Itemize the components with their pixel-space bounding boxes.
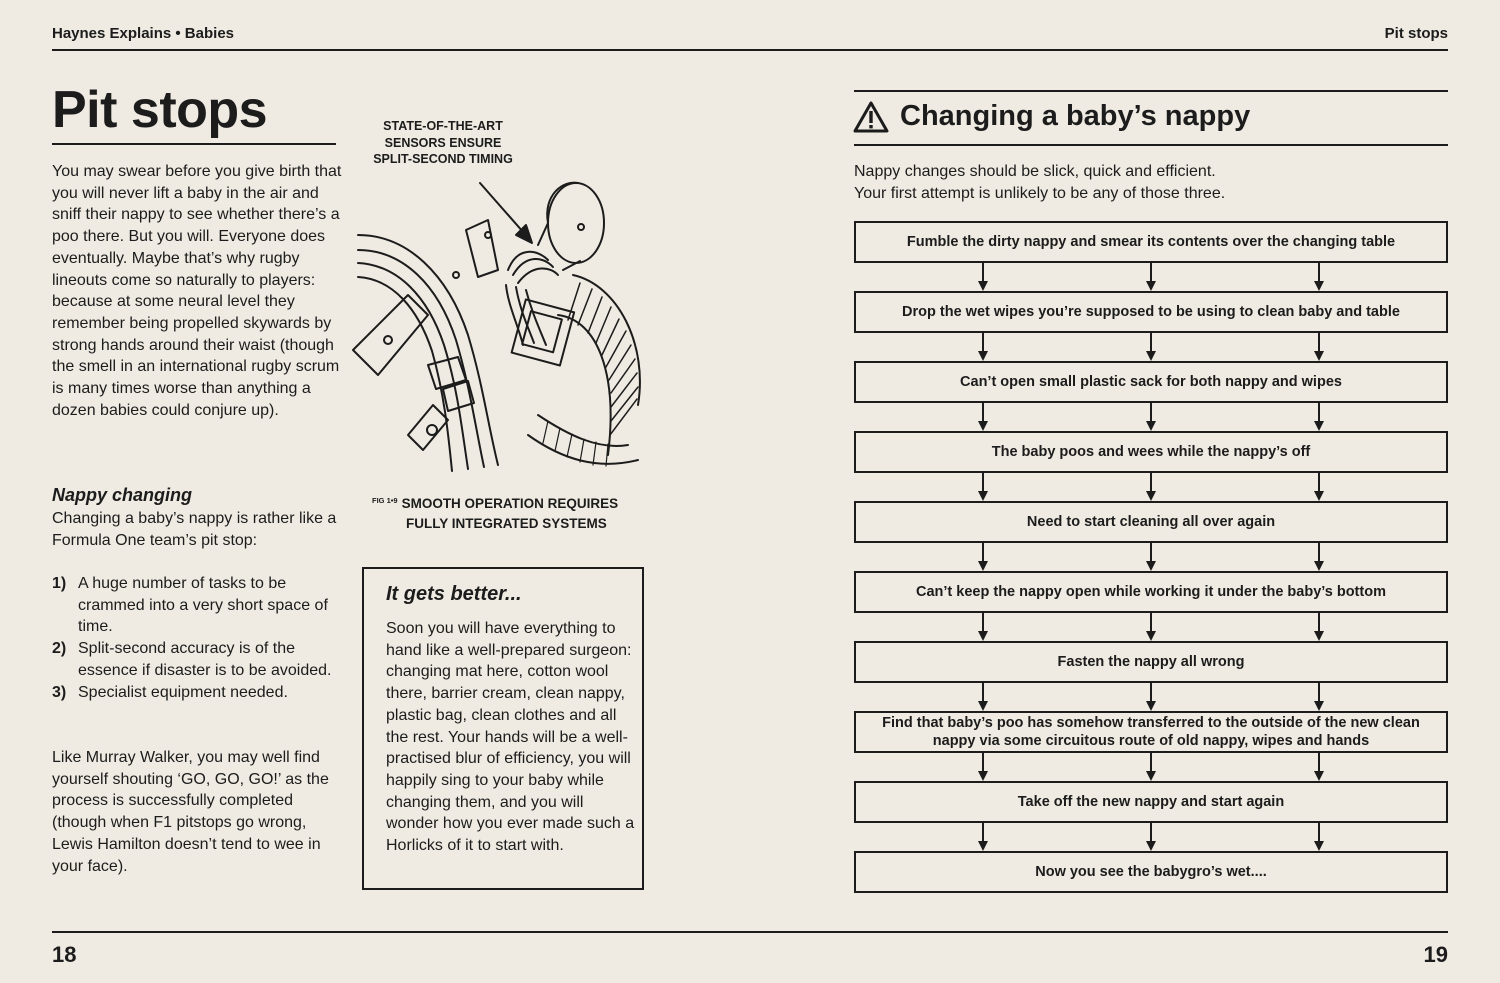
flow-step: Find that baby’s poo has somehow transferred to the outside of the new clean nappy via some circuitous route of old nappy, wipes and hands <box>854 711 1448 753</box>
flow-step: Fasten the nappy all wrong <box>854 641 1448 683</box>
box-title: It gets better... <box>386 583 522 605</box>
flow-arrowhead <box>978 561 988 571</box>
flow-step: Now you see the babygro’s wet.... <box>854 851 1448 893</box>
flow-arrowhead <box>1146 771 1156 781</box>
flow-arrowhead <box>1314 561 1324 571</box>
figure-callout: STATE-OF-THE-ART SENSORS ENSURE SPLIT-SECOND TIMING <box>373 119 513 166</box>
flow-arrowhead <box>1314 351 1324 361</box>
flow-step: Drop the wet wipes you’re supposed to be using to clean baby and table <box>854 291 1448 333</box>
flow-arrowhead <box>1314 701 1324 711</box>
flow-arrowhead <box>978 771 988 781</box>
flow-arrowhead <box>978 701 988 711</box>
list-text: Specialist equipment needed. <box>78 683 288 701</box>
flow-arrowhead <box>978 421 988 431</box>
flowchart-title: Changing a baby’s nappy <box>900 100 1251 132</box>
flow-arrowhead <box>1146 561 1156 571</box>
intro-paragraph: You may swear before you give birth that you will never lift a baby in the air and sniff their nappy to see whether there’s a poo there. But you will. Everyone does eventually. Maybe that’s why rugby lineouts come so naturally to players: because at some neural level they remember being propelled skywards by strong hands around their waist (though the smell in an international rugby scrum is many times worse than anything a dozen babies could conjure up). <box>52 163 342 419</box>
caption-line-1: SMOOTH OPERATION REQUIRES <box>401 496 619 511</box>
flow-arrowhead <box>1314 841 1324 851</box>
flow-arrowhead <box>1314 491 1324 501</box>
flow-arrowhead <box>1314 281 1324 291</box>
figure-number: FIG 1•9 <box>372 496 398 505</box>
flow-arrowhead <box>1146 701 1156 711</box>
nappy-changing-heading: Nappy changing <box>52 485 193 505</box>
flow-arrowhead <box>1146 281 1156 291</box>
nappy-changing-intro: Changing a baby’s nappy is rather like a Formula One team’s pit stop: <box>52 510 337 549</box>
flow-arrowhead <box>1314 421 1324 431</box>
list-number: 3) <box>52 683 67 701</box>
flowchart-intro-line-1: Nappy changes should be slick, quick and efficient. <box>854 163 1216 180</box>
flow-arrowhead <box>1314 631 1324 641</box>
caption-line-2: FULLY INTEGRATED SYSTEMS <box>406 515 607 531</box>
box-text: Soon you will have everything to hand like a well-prepared surgeon: changing mat here, cotton wool there, barrier cream, clean nappy, plastic bag, clean clothes and all the rest. Your hands will be a well-practised blur of efficiency, you will happily sing to your baby while changing them, and you will wonder how you ever made such a Horlicks of it to start with. <box>386 620 635 855</box>
flow-step: The baby poos and wees while the nappy’s off <box>854 431 1448 473</box>
flow-arrowhead <box>978 491 988 501</box>
outro-paragraph: Like Murray Walker, you may well find yourself shouting ‘GO, GO, GO!’ as the process is successfully completed (though when F1 pitstops go wrong, Lewis Hamilton doesn’t tend to wee in your face). <box>52 749 329 875</box>
running-header-left: Haynes Explains • Babies <box>52 25 234 42</box>
flow-arrowhead <box>1146 421 1156 431</box>
flowchart-intro-line-2: Your first attempt is unlikely to be any of those three. <box>854 184 1226 202</box>
flow-step: Fumble the dirty nappy and smear its contents over the changing table <box>854 221 1448 263</box>
page-number-left: 18 <box>52 942 77 967</box>
flow-arrowhead <box>1146 631 1156 641</box>
flow-step: Can’t keep the nappy open while working it under the baby’s bottom <box>854 571 1448 613</box>
flow-step: Take off the new nappy and start again <box>854 781 1448 823</box>
list-number: 2) <box>52 640 67 658</box>
flow-step: Need to start cleaning all over again <box>854 501 1448 543</box>
flow-arrowhead <box>978 351 988 361</box>
flow-arrowhead <box>1146 351 1156 361</box>
running-header-right: Pit stops <box>1384 25 1448 42</box>
list-text: Split-second accuracy is of the essence if disaster is to be avoided. <box>78 640 332 679</box>
flow-arrowhead <box>978 841 988 851</box>
list-number: 1) <box>52 575 67 592</box>
flow-arrowhead <box>1314 771 1324 781</box>
flow-step: Can’t open small plastic sack for both nappy and wipes <box>854 361 1448 403</box>
flow-arrowhead <box>1146 841 1156 851</box>
page-number-right: 19 <box>1423 942 1448 967</box>
footer-rule <box>52 931 1448 933</box>
list-text: A huge number of tasks to be crammed into a very short space of time. <box>78 575 328 636</box>
flow-arrowhead <box>978 281 988 291</box>
flow-arrowhead <box>978 631 988 641</box>
page-title: Pit stops <box>52 81 268 139</box>
flow-arrowhead <box>1146 491 1156 501</box>
